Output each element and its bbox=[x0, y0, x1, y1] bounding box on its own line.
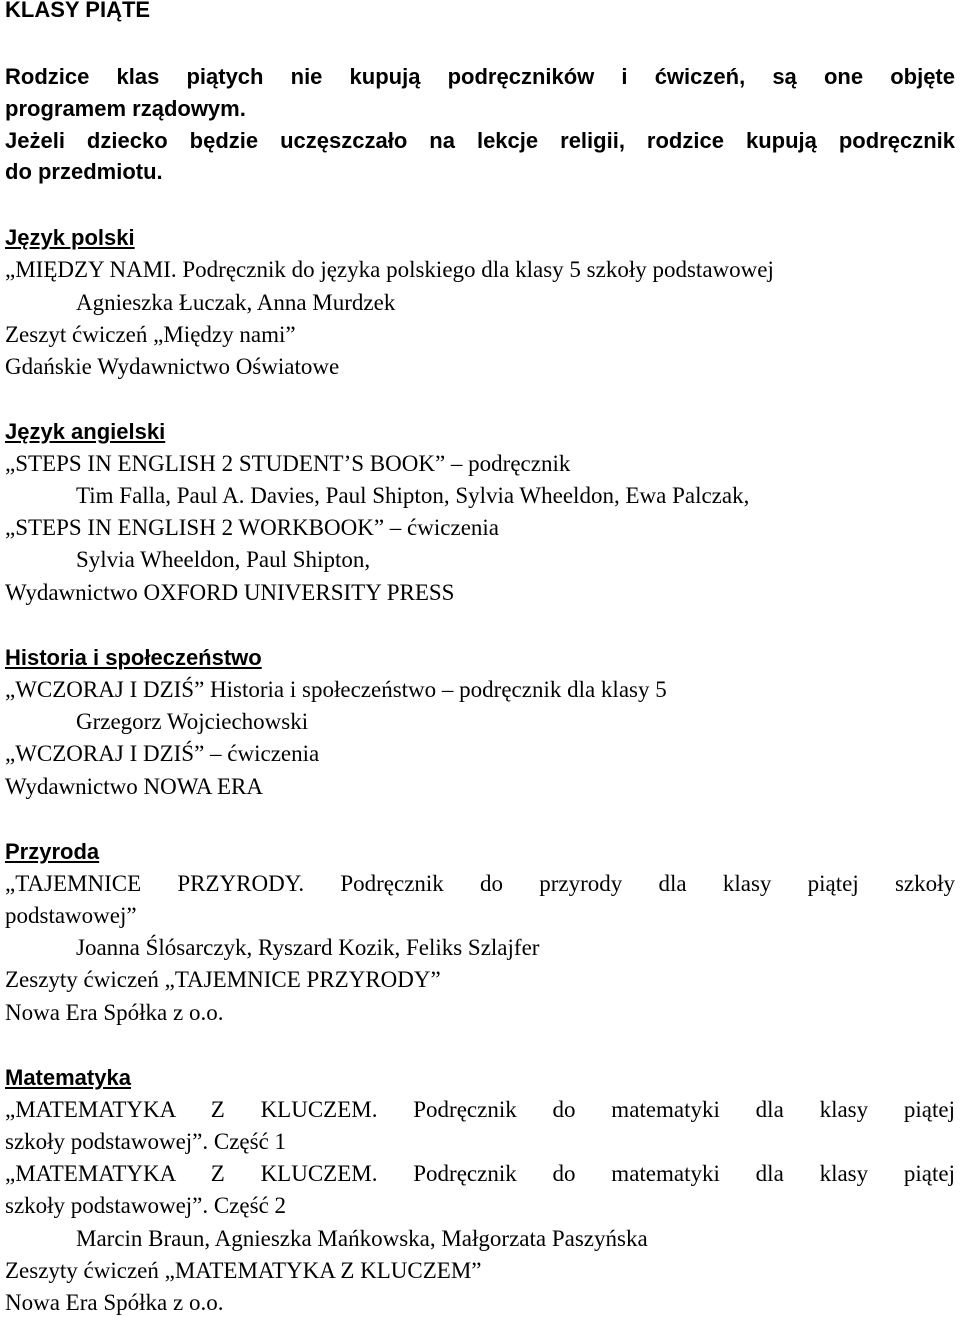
author-line: Sylvia Wheeldon, Paul Shipton, bbox=[76, 547, 371, 572]
book-line: „MATEMATYKA Z KLUCZEM. Podręcznik do matematyki dla klasy piątej bbox=[5, 1161, 955, 1186]
book-line: „MIĘDZY NAMI. Podręcznik do języka polskiego dla klasy 5 szkoły podstawowej bbox=[5, 257, 774, 282]
intro-line: Rodzice klas piątych nie kupują podręczników i ćwiczeń, są one objęte bbox=[5, 64, 955, 89]
intro-line: programem rządowym. bbox=[5, 96, 246, 121]
publisher-line: Wydawnictwo NOWA ERA bbox=[5, 774, 263, 799]
intro-line: Jeżeli dziecko będzie uczęszczało na lekcje religii, rodzice kupują podręcznik bbox=[5, 128, 955, 153]
book-line: „STEPS IN ENGLISH 2 STUDENT’S BOOK” – podręcznik bbox=[5, 451, 571, 476]
workbook-line: Zeszyty ćwiczeń „TAJEMNICE PRZYRODY” bbox=[5, 967, 441, 992]
publisher-line: Nowa Era Spółka z o.o. bbox=[5, 1000, 224, 1025]
book-line: podstawowej” bbox=[5, 903, 137, 928]
section-heading-english: Język angielski bbox=[5, 419, 166, 444]
book-line: „TAJEMNICE PRZYRODY. Podręcznik do przyrody dla klasy piątej szkoły bbox=[5, 871, 955, 896]
workbook-line: Zeszyt ćwiczeń „Między nami” bbox=[5, 322, 296, 347]
author-line: Marcin Braun, Agnieszka Mańkowska, Małgorzata Paszyńska bbox=[76, 1226, 648, 1251]
section-heading-nature: Przyroda bbox=[5, 839, 100, 864]
workbook-line: „STEPS IN ENGLISH 2 WORKBOOK” – ćwiczenia bbox=[5, 515, 499, 540]
author-line: Grzegorz Wojciechowski bbox=[76, 709, 309, 734]
book-line: „WCZORAJ I DZIŚ” Historia i społeczeństwo – podręcznik dla klasy 5 bbox=[5, 677, 667, 702]
workbook-line: „WCZORAJ I DZIŚ” – ćwiczenia bbox=[5, 741, 320, 766]
workbook-line: Zeszyty ćwiczeń „MATEMATYKA Z KLUCZEM” bbox=[5, 1258, 482, 1283]
publisher-line: Nowa Era Spółka z o.o. bbox=[5, 1290, 224, 1315]
author-line: Tim Falla, Paul A. Davies, Paul Shipton, Sylvia Wheeldon, Ewa Palczak, bbox=[76, 483, 750, 508]
section-heading-math: Matematyka bbox=[5, 1065, 131, 1090]
page-title: KLASY PIĄTE bbox=[5, 0, 151, 22]
section-heading-history: Historia i społeczeństwo bbox=[5, 645, 262, 670]
author-line: Joanna Ślósarczyk, Ryszard Kozik, Feliks Szlajfer bbox=[76, 935, 540, 960]
intro-line: do przedmiotu. bbox=[5, 159, 163, 184]
book-line: szkoły podstawowej”. Część 2 bbox=[5, 1193, 287, 1218]
book-line: „MATEMATYKA Z KLUCZEM. Podręcznik do matematyki dla klasy piątej bbox=[5, 1097, 955, 1122]
publisher-line: Gdańskie Wydawnictwo Oświatowe bbox=[5, 354, 340, 379]
publisher-line: Wydawnictwo OXFORD UNIVERSITY PRESS bbox=[5, 580, 455, 605]
book-line: szkoły podstawowej”. Część 1 bbox=[5, 1129, 287, 1154]
author-line: Agnieszka Łuczak, Anna Murdzek bbox=[76, 290, 396, 315]
section-heading-polish: Język polski bbox=[5, 225, 135, 250]
